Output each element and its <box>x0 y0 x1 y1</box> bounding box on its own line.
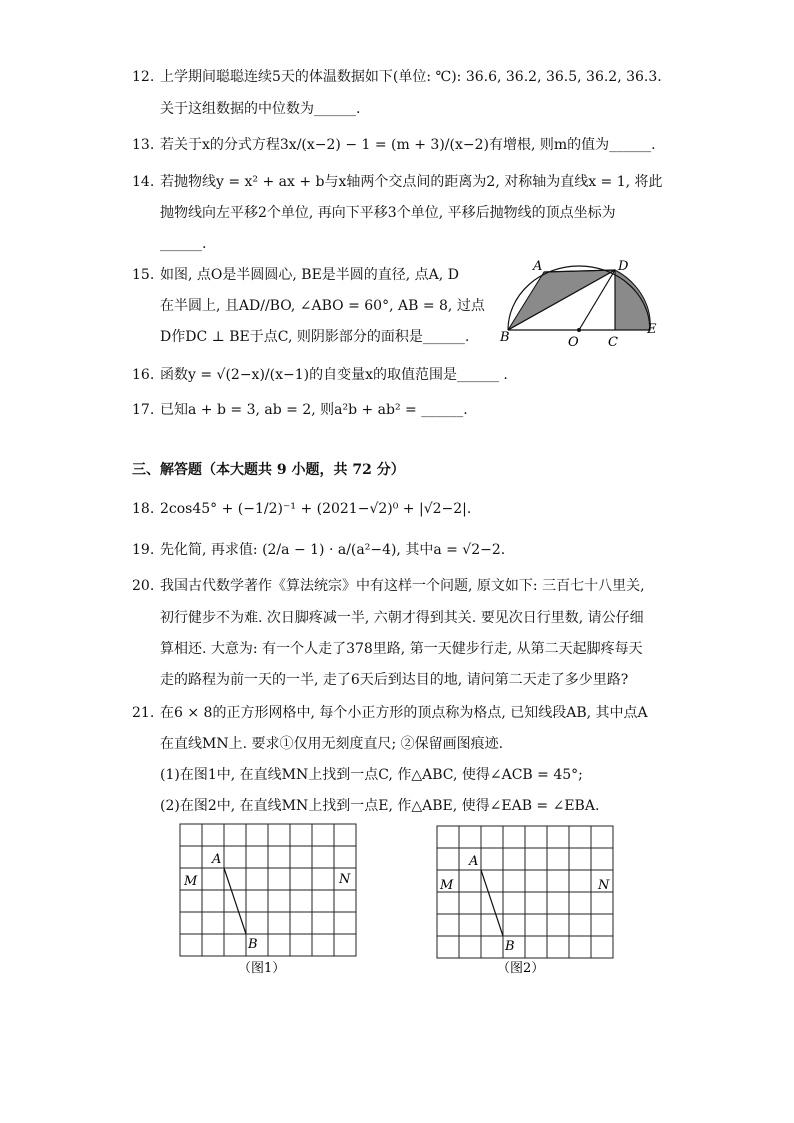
q18-number: 18. <box>132 501 155 517</box>
q21-fig2-caption: （图2） <box>497 961 545 976</box>
q15-text-line2: 在半圆上, 且AD//BO, ∠ABO = 60°, AB = 8, 过点 <box>160 298 485 314</box>
q21-fig2-label-M: M <box>440 878 454 893</box>
q21-text-line3: (1)在图1中, 在直线MN上找到一点C, 作△ABC, 使得∠ACB = 45°; <box>160 767 583 783</box>
q15-shaded-right <box>615 270 650 330</box>
q21-fig2-segment-AB <box>481 870 503 936</box>
q21-fig2-label-N: N <box>598 878 610 893</box>
q21-fig2-label-A: A <box>469 854 479 869</box>
q20-text-line1: 我国古代数学著作《算法统宗》中有这样一个问题, 原文如下: 三百七十八里关, <box>160 578 645 594</box>
q21-fig2-grid <box>437 826 613 958</box>
q21-fig1-caption: （图1） <box>238 961 286 976</box>
q21-fig1-segment-AB <box>224 868 246 934</box>
q20-text-line4: 走的路程为前一天的一半, 走了6天后到达目的地, 请问第二天走了多少里路? <box>160 672 629 688</box>
q15-label-O: O <box>568 335 579 350</box>
q14-text-line2: 抛物线向左平移2个单位, 再向下平移3个单位, 平移后抛物线的顶点坐标为 <box>160 205 616 221</box>
q21-fig1-label-B: B <box>248 937 258 952</box>
q15-number: 15. <box>132 267 155 283</box>
q18-text-line1: 2cos45° + (−1/2)⁻¹ + (2021−√2)⁰ + |√2−2|. <box>160 501 472 517</box>
q15-semicircle-figure <box>495 255 665 350</box>
q21-number: 21. <box>132 705 155 721</box>
q21-text-line2: 在直线MN上. 要求①仅用无刻度直尺; ②保留画图痕迹. <box>160 736 504 752</box>
q17-text-line1: 已知a + b = 3, ab = 2, 则a²b + ab² = ______. <box>160 402 468 418</box>
q20-number: 20. <box>132 578 155 594</box>
q21-fig2-label-B: B <box>505 939 515 954</box>
q15-label-C: C <box>608 335 618 350</box>
q12-text-line1: 上学期间聪聪连续5天的体温数据如下(单位: ℃): 36.6, 36.2, 36.5, 36.2, 36.3. <box>160 69 662 85</box>
q13-text-line1: 若关于x的分式方程3x/(x−2) − 1 = (m + 3)/(x−2)有增根, 则m的值为______. <box>160 137 656 153</box>
q19-number: 19. <box>132 542 155 558</box>
q15-label-D: D <box>618 259 629 274</box>
q21-figure2 <box>427 822 627 982</box>
q19-text-line1: 先化简, 再求值: (2/a − 1) · a/(a²−4), 其中a = √2−2. <box>160 542 506 558</box>
q13-number: 13. <box>132 137 155 153</box>
q14-number: 14. <box>132 174 155 190</box>
q15-center-dot <box>577 328 581 332</box>
q16-text-line1: 函数y = √(2−x)/(x−1)的自变量x的取值范围是______ . <box>160 367 508 383</box>
q14-text-line3: ______. <box>160 236 207 252</box>
q20-text-line3: 算相还. 大意为: 有一个人走了378里路, 第一天健步行走, 从第二天起脚疼每天 <box>160 641 643 657</box>
q21-text-line1: 在6 × 8的正方形网格中, 每个小正方形的顶点称为格点, 已知线段AB, 其中点A <box>160 705 648 721</box>
q15-label-E: E <box>647 322 657 337</box>
q17-number: 17. <box>132 402 155 418</box>
q21-text-line4: (2)在图2中, 在直线MN上找到一点E, 作△ABE, 使得∠EAB = ∠EBA. <box>160 798 600 814</box>
q20-text-line2: 初行健步不为难. 次日脚疼减一半, 六朝才得到其关. 要见次日行里数, 请公仔细 <box>160 610 644 626</box>
q12-number: 12. <box>132 69 155 85</box>
q15-text-line3: D作DC ⊥ BE于点C, 则阴影部分的面积是______. <box>160 329 470 345</box>
q16-number: 16. <box>132 367 155 383</box>
q21-fig1-grid <box>180 824 356 956</box>
q21-fig1-label-M: M <box>184 874 198 889</box>
q15-text-line1: 如图, 点O是半圆圆心, BE是半圆的直径, 点A, D <box>160 267 459 283</box>
q15-label-A: A <box>533 259 543 274</box>
q15-label-B: B <box>500 330 510 345</box>
q21-fig1-label-A: A <box>212 852 222 867</box>
section3-heading: 三、解答题（本大题共 9 小题，共 72 分） <box>132 462 405 478</box>
q21-figure1 <box>170 820 370 980</box>
q21-fig1-label-N: N <box>339 872 351 887</box>
q12-text-line2: 关于这组数据的中位数为______. <box>160 101 361 117</box>
q14-text-line1: 若抛物线y = x² + ax + b与x轴两个交点间的距离为2, 对称轴为直线x = 1, 将此 <box>160 174 663 190</box>
